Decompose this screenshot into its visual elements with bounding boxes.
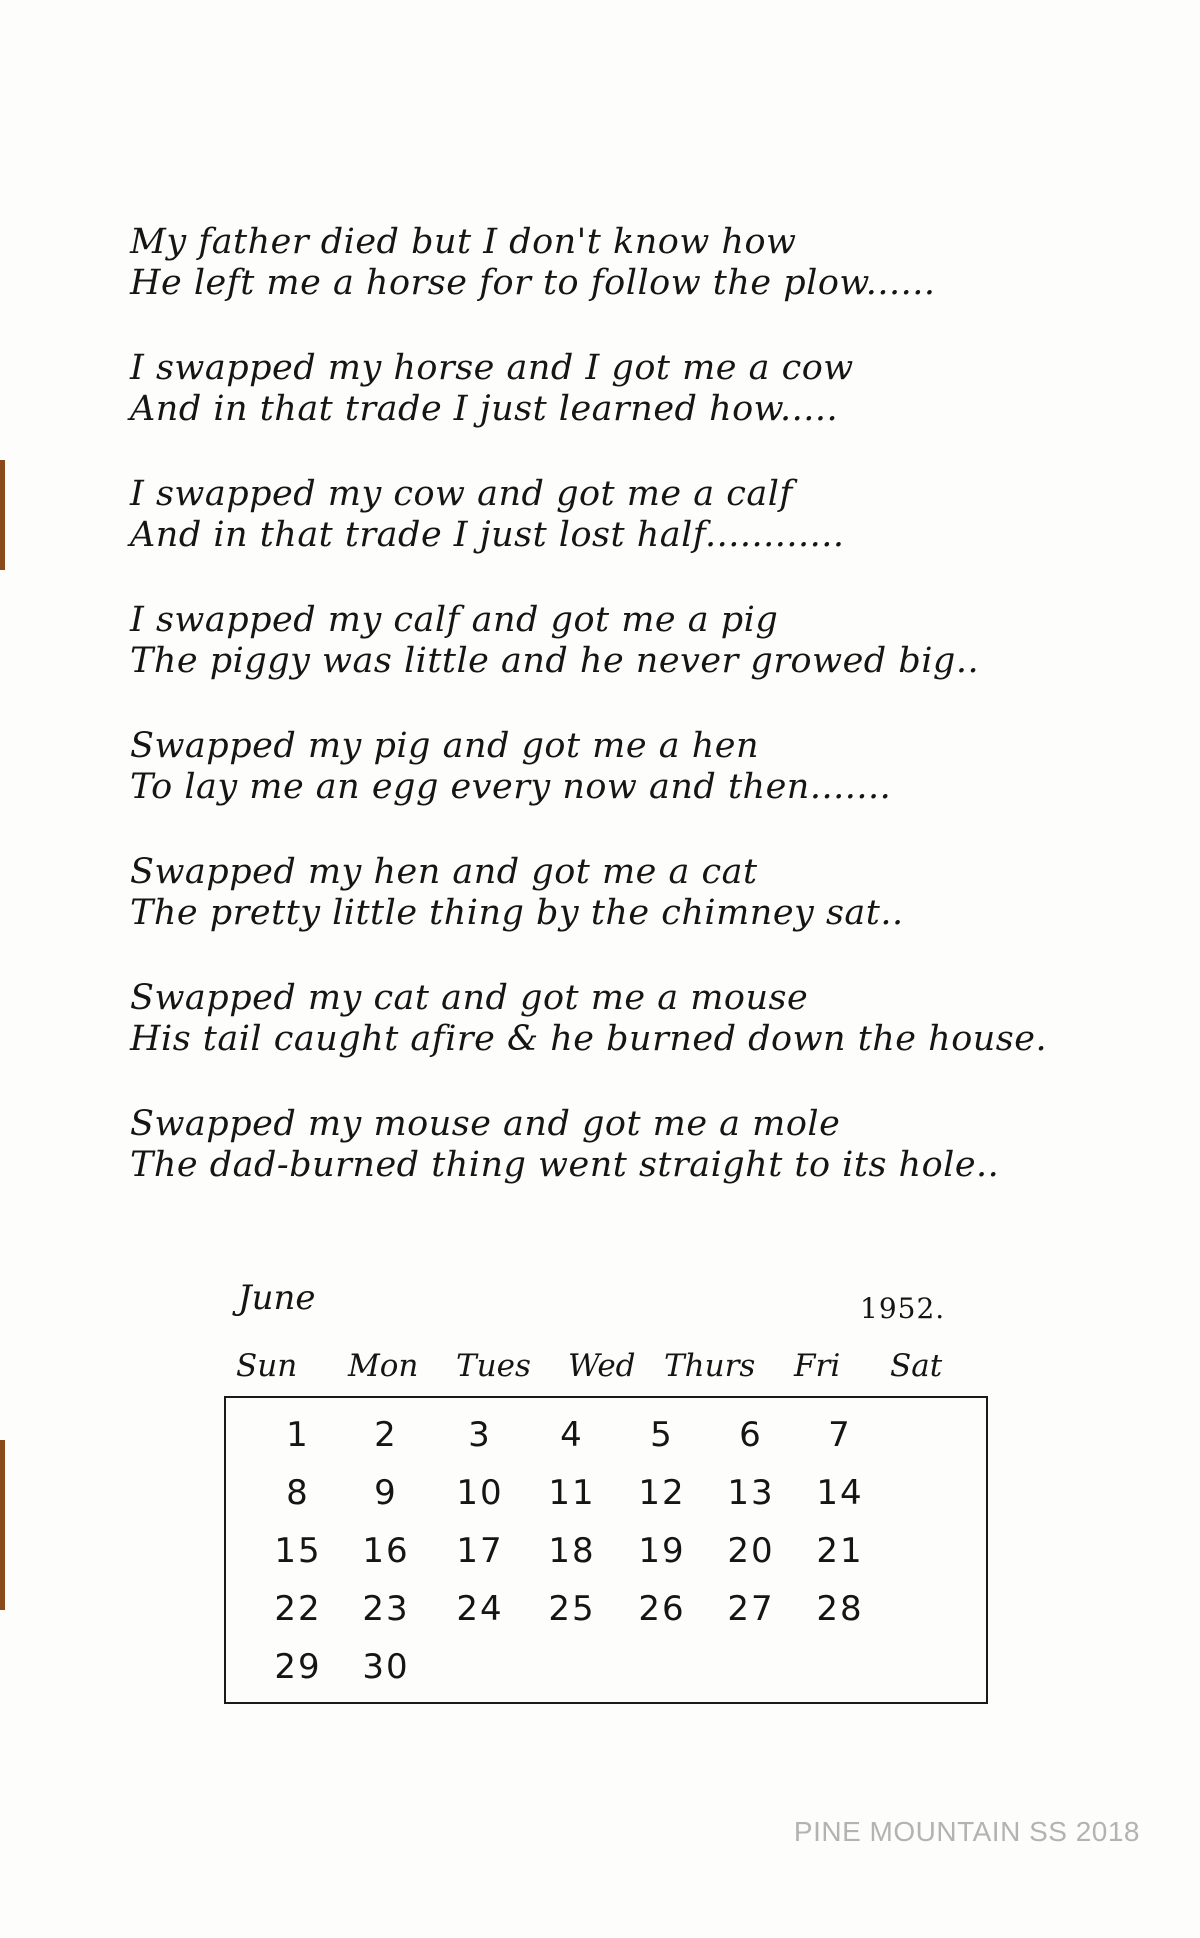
- weekday-label: Wed: [568, 1348, 636, 1384]
- poem-stanza: [130, 1104, 1140, 1186]
- poem-line: I swapped my cow and got me a calf: [130, 474, 793, 514]
- calendar-day: 26: [638, 1589, 686, 1629]
- calendar-day: 10: [456, 1473, 504, 1513]
- poem-line: The pretty little thing by the chimney sat..: [130, 893, 904, 933]
- calendar-day: 25: [548, 1589, 596, 1629]
- poem-line: The dad-burned thing went straight to its hole..: [130, 1145, 1000, 1185]
- calendar-day: 20: [727, 1531, 775, 1571]
- poem-stanza: [130, 222, 1140, 304]
- poem-line: Swapped my pig and got me a hen: [130, 726, 759, 766]
- calendar-week-row: [226, 1638, 986, 1696]
- calendar-week-row: [226, 1406, 986, 1464]
- weekday-label: Tues: [456, 1348, 531, 1384]
- calendar-day: 22: [274, 1589, 322, 1629]
- calendar-day: 24: [456, 1589, 504, 1629]
- calendar-day: 23: [362, 1589, 410, 1629]
- poem-line: To lay me an egg every now and then.......: [130, 767, 892, 807]
- poem-line: Swapped my hen and got me a cat: [130, 852, 758, 892]
- calendar-year: 1952.: [860, 1292, 946, 1325]
- calendar-day: 17: [456, 1531, 504, 1571]
- weekday-label: Sat: [890, 1348, 943, 1384]
- weekday-label: Fri: [794, 1348, 841, 1384]
- calendar-day: 19: [638, 1531, 686, 1571]
- poem-line: And in that trade I just learned how.....: [130, 389, 839, 429]
- calendar-day: 14: [816, 1473, 864, 1513]
- calendar-week-row: [226, 1522, 986, 1580]
- calendar-day: 5: [650, 1415, 674, 1455]
- poem-line: I swapped my horse and I got me a cow: [130, 348, 854, 388]
- calendar-day: 4: [560, 1415, 584, 1455]
- calendar-day: 13: [727, 1473, 775, 1513]
- calendar-day: 2: [374, 1415, 398, 1455]
- calendar-grid: [224, 1396, 988, 1704]
- poem-line: Swapped my mouse and got me a mole: [130, 1104, 841, 1144]
- poem-line: I swapped my calf and got me a pig: [130, 600, 779, 640]
- page-edge-mark: [0, 460, 5, 570]
- footer-credit: PINE MOUNTAIN SS 2018: [793, 1816, 1140, 1847]
- calendar-day: 12: [638, 1473, 686, 1513]
- calendar-day: 6: [739, 1415, 763, 1455]
- calendar-day: 7: [828, 1415, 852, 1455]
- poem-line: My father died but I don't know how: [130, 222, 797, 262]
- calendar-day: 8: [286, 1473, 310, 1513]
- calendar-week-row: [226, 1464, 986, 1522]
- poem: [130, 222, 1140, 1230]
- calendar-day: 29: [274, 1647, 322, 1687]
- poem-line: Swapped my cat and got me a mouse: [130, 978, 809, 1018]
- calendar-day: 11: [548, 1473, 596, 1513]
- poem-stanza: [130, 852, 1140, 934]
- calendar-day: 16: [362, 1531, 410, 1571]
- poem-stanza: [130, 726, 1140, 808]
- calendar: [224, 1278, 994, 1704]
- weekday-label: Mon: [348, 1348, 419, 1384]
- calendar-day: 30: [362, 1647, 410, 1687]
- calendar-day: 21: [816, 1531, 864, 1571]
- weekday-label: Sun: [236, 1348, 298, 1384]
- calendar-day: 9: [374, 1473, 398, 1513]
- poem-line: His tail caught afire & he burned down the house.: [130, 1019, 1048, 1059]
- calendar-day: 15: [274, 1531, 322, 1571]
- poem-line: The piggy was little and he never growed big..: [130, 641, 980, 681]
- calendar-weekday-row: [224, 1340, 994, 1396]
- calendar-day: 3: [468, 1415, 492, 1455]
- calendar-day: 28: [816, 1589, 864, 1629]
- calendar-week-row: [226, 1580, 986, 1638]
- poem-stanza: [130, 474, 1140, 556]
- calendar-header: [224, 1278, 994, 1338]
- poem-stanza: [130, 348, 1140, 430]
- calendar-day: 18: [548, 1531, 596, 1571]
- calendar-day: 27: [727, 1589, 775, 1629]
- calendar-day: 1: [286, 1415, 310, 1455]
- poem-stanza: [130, 600, 1140, 682]
- page-edge-mark: [0, 1440, 5, 1610]
- calendar-month: June: [238, 1278, 316, 1318]
- poem-line: He left me a horse for to follow the plow......: [130, 263, 936, 303]
- weekday-label: Thurs: [664, 1348, 756, 1384]
- poem-stanza: [130, 978, 1140, 1060]
- poem-line: And in that trade I just lost half............: [130, 515, 845, 555]
